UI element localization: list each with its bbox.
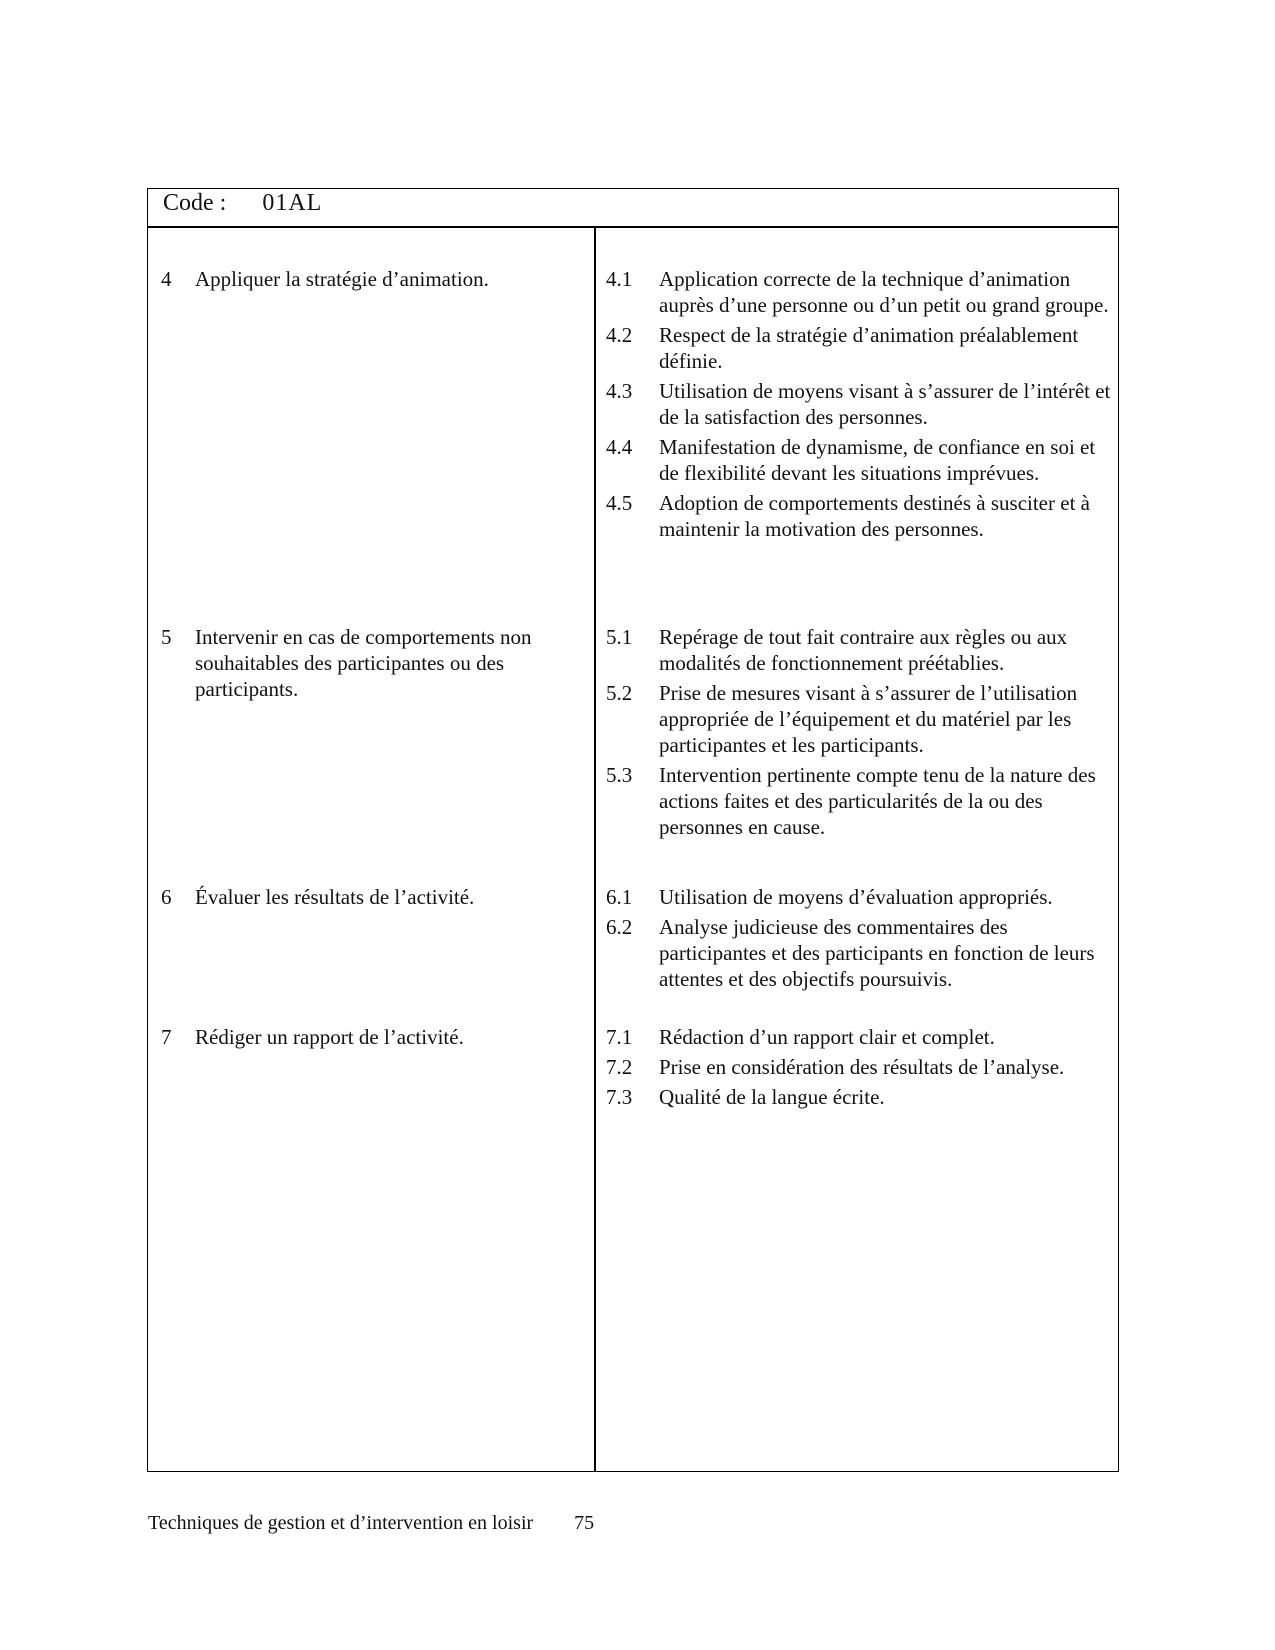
element-number: 6 xyxy=(161,885,172,909)
element-text: Rédiger un rapport de l’activité. xyxy=(195,1025,464,1049)
criterion xyxy=(606,884,1111,910)
page-footer xyxy=(148,1512,594,1535)
element-text: Appliquer la stratégie d’animation. xyxy=(195,267,489,291)
criteria-list-5 xyxy=(606,624,1111,844)
criterion-text: Repérage de tout fait contraire aux règles ou aux modalités de fonctionnement préétablies. xyxy=(659,625,1068,675)
criterion-text: Utilisation de moyens d’évaluation appropriés. xyxy=(659,885,1053,909)
criterion xyxy=(606,680,1111,758)
criterion-text: Respect de la stratégie d’animation préalablement définie. xyxy=(659,323,1079,373)
criterion-number: 4.3 xyxy=(606,379,633,403)
criterion xyxy=(606,378,1111,430)
criterion-text: Utilisation de moyens visant à s’assurer de l’intérêt et de la satisfaction des personnes. xyxy=(659,379,1111,429)
criterion-text: Prise en considération des résultats de l’analyse. xyxy=(659,1055,1065,1079)
element-number: 5 xyxy=(161,625,172,649)
criterion-text: Adoption de comportements destinés à susciter et à maintenir la motivation des personnes. xyxy=(659,491,1090,541)
footer-title: Techniques de gestion et d’intervention en loisir xyxy=(148,1512,534,1534)
criterion-text: Rédaction d’un rapport clair et complet. xyxy=(659,1025,995,1049)
element-4 xyxy=(161,266,581,292)
criterion-number: 4.4 xyxy=(606,435,633,459)
criterion-number: 4.1 xyxy=(606,267,633,291)
criterion-text: Manifestation de dynamisme, de confiance en soi et de flexibilité devant les situations imprévues. xyxy=(659,435,1096,485)
column-divider xyxy=(594,226,596,1472)
criterion-number: 6.2 xyxy=(606,915,633,939)
code-header xyxy=(163,190,322,217)
element-number: 4 xyxy=(161,267,172,291)
element-text: Évaluer les résultats de l’activité. xyxy=(195,885,475,909)
header-divider xyxy=(147,226,1119,228)
criteria-list-6 xyxy=(606,884,1111,996)
criterion xyxy=(606,1084,1111,1110)
criterion-text: Intervention pertinente compte tenu de la nature des actions faites et des particularités de la ou des personnes en cause. xyxy=(659,763,1096,839)
criterion xyxy=(606,490,1111,542)
criterion xyxy=(606,266,1111,318)
criterion-number: 5.1 xyxy=(606,625,633,649)
criterion-text: Prise de mesures visant à s’assurer de l’utilisation appropriée de l’équipement et du matériel par les participantes et les participants. xyxy=(659,681,1078,757)
code-value: 01AL xyxy=(262,190,323,216)
criteria-list-4 xyxy=(606,266,1111,546)
element-7 xyxy=(161,1024,581,1050)
criterion-number: 5.2 xyxy=(606,681,633,705)
criterion-text: Qualité de la langue écrite. xyxy=(659,1085,885,1109)
criterion xyxy=(606,624,1111,676)
criterion xyxy=(606,434,1111,486)
element-text: Intervenir en cas de comportements non souhaitables des participantes ou des participants. xyxy=(195,625,532,701)
criterion-number: 4.2 xyxy=(606,323,633,347)
criterion-number: 7.3 xyxy=(606,1085,633,1109)
element-6 xyxy=(161,884,581,910)
criterion xyxy=(606,914,1111,992)
criterion-number: 6.1 xyxy=(606,885,633,909)
criterion xyxy=(606,1054,1111,1080)
element-number: 7 xyxy=(161,1025,172,1049)
criterion xyxy=(606,762,1111,840)
element-5 xyxy=(161,624,581,702)
criterion-number: 7.1 xyxy=(606,1025,633,1049)
page-number: 75 xyxy=(574,1512,595,1534)
criterion-number: 5.3 xyxy=(606,763,633,787)
criterion-number: 7.2 xyxy=(606,1055,633,1079)
criteria-list-7 xyxy=(606,1024,1111,1114)
code-label: Code : xyxy=(163,190,227,216)
criterion-text: Application correcte de la technique d’animation auprès d’une personne ou d’un petit ou grand groupe. xyxy=(659,267,1109,317)
criterion xyxy=(606,1024,1111,1050)
criterion xyxy=(606,322,1111,374)
criterion-number: 4.5 xyxy=(606,491,633,515)
criterion-text: Analyse judicieuse des commentaires des participantes et des participants en fonction de leurs attentes et des objectifs poursuivis. xyxy=(659,915,1095,991)
